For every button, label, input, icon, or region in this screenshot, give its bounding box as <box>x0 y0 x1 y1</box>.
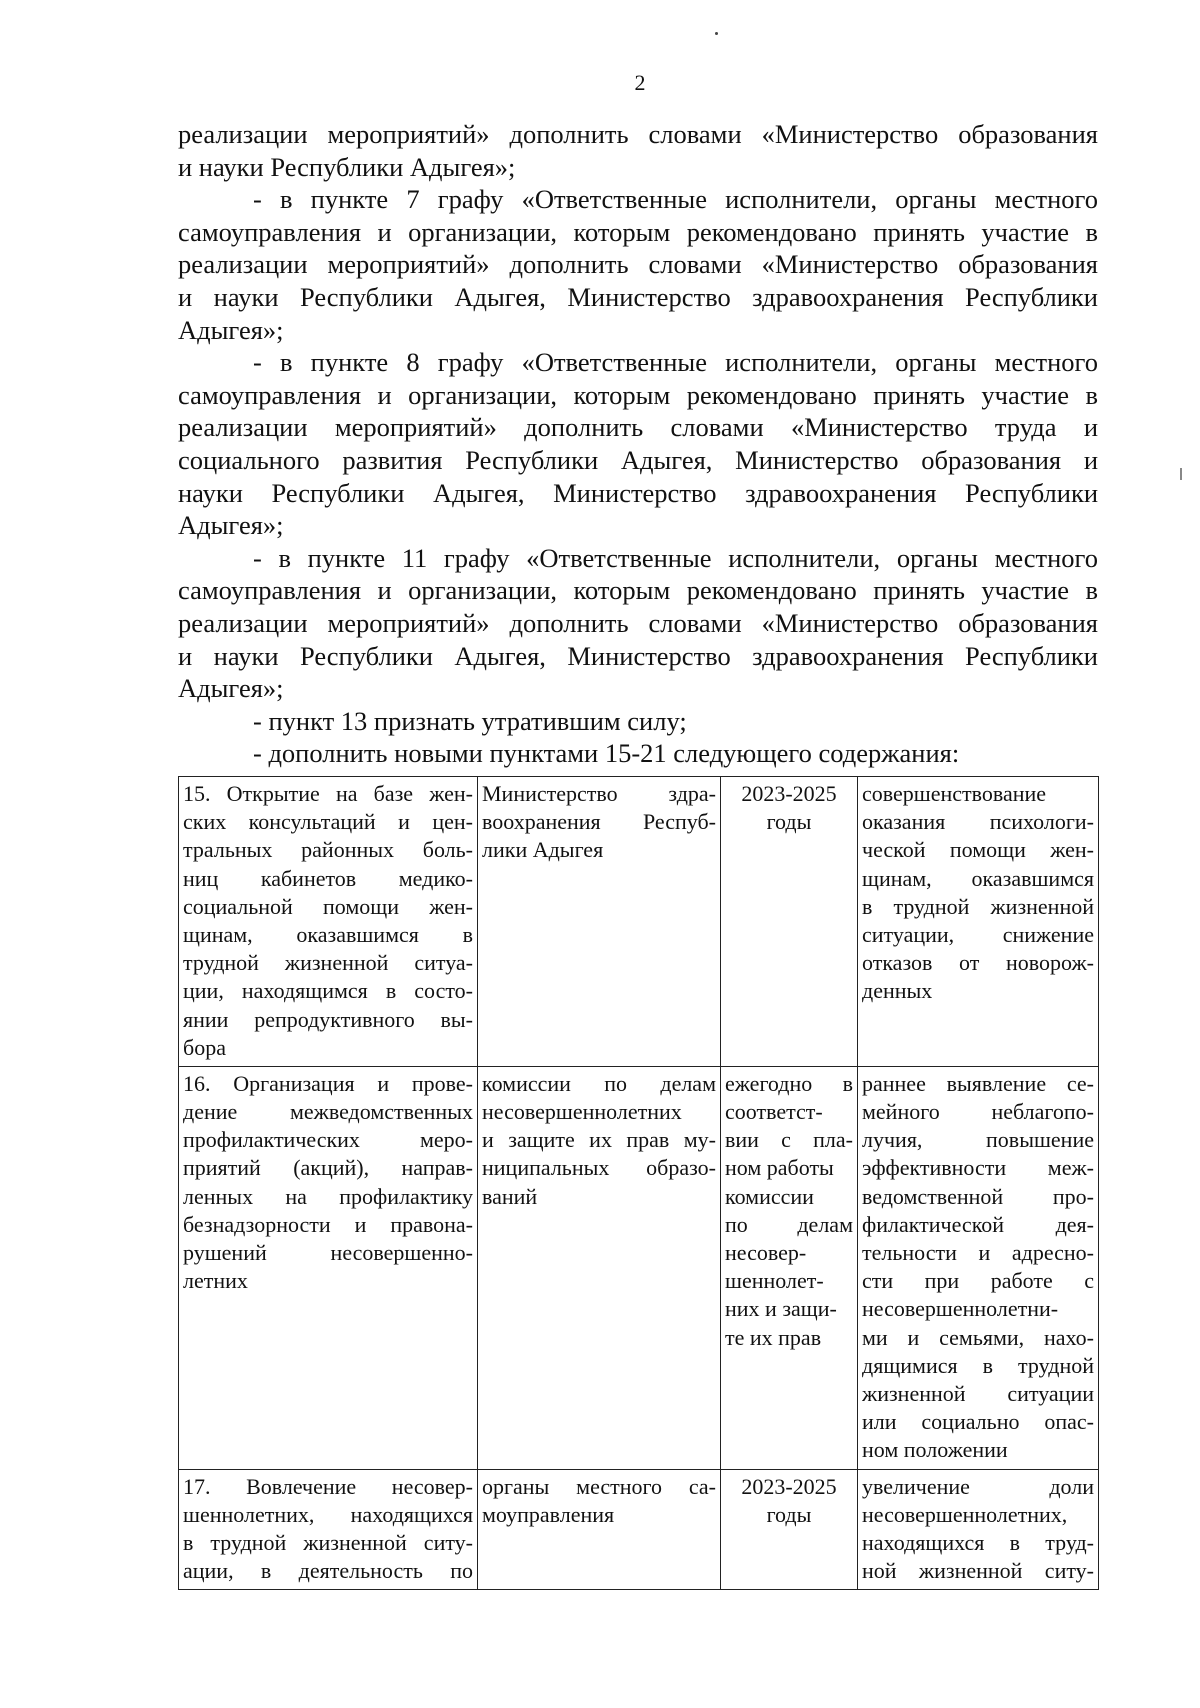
cell-line: 17. Вовлечение несовер- <box>183 1473 473 1499</box>
cell-line: ниц кабинетов медико- <box>183 865 473 891</box>
measure-cell <box>179 777 478 1067</box>
cell-line: несовер- <box>725 1240 807 1265</box>
result-cell <box>858 777 1099 1067</box>
cell-line: щинам, оказавшимся в <box>183 921 473 947</box>
cell-line: комиссии по делам <box>482 1070 716 1096</box>
cell-line: несовершеннолетних <box>482 1099 682 1125</box>
cell-line: годы <box>766 809 812 835</box>
cell-line: безнадзорности и правона- <box>183 1211 473 1237</box>
cell-line: находящихся в труд- <box>862 1529 1094 1555</box>
cell-line: ежегодно в <box>725 1070 853 1096</box>
scan-dot <box>715 32 718 35</box>
cell-line: профилактических меро- <box>183 1127 473 1153</box>
cell-line: раннее выявление се- <box>862 1070 1094 1096</box>
cell-line: летних <box>183 1268 248 1294</box>
cell-line: ной жизненной ситу- <box>862 1558 1094 1584</box>
cell-line: бора <box>183 1034 226 1060</box>
cell-line: приятий (акций), направ- <box>183 1155 473 1181</box>
cell-line: совершенствование <box>862 781 1047 806</box>
cell-line: жизненной ситуации <box>862 1380 1094 1406</box>
cell-line: соответст- <box>725 1099 823 1125</box>
cell-line: комиссии <box>725 1183 814 1209</box>
table-row <box>179 1469 1099 1590</box>
cell-line: моуправления <box>482 1501 615 1527</box>
cell-line: ленных на профилактику <box>183 1183 473 1209</box>
executor-cell <box>478 777 721 1067</box>
cell-line: ваний <box>482 1183 538 1209</box>
cell-line: годы <box>766 1501 812 1527</box>
body-text <box>178 118 1098 770</box>
cell-line: и защите их прав му- <box>482 1127 716 1153</box>
margin-mark <box>1180 468 1182 480</box>
paragraph-line: - в пункте 8 графу «Ответственные исполнители, органы местного <box>253 347 1098 378</box>
cell-line: в трудной жизненной ситу- <box>183 1529 473 1555</box>
term-cell <box>721 1066 858 1469</box>
cell-line: те их прав <box>725 1324 822 1350</box>
executor-cell <box>478 1066 721 1469</box>
cell-line: ном работы <box>725 1155 834 1181</box>
cell-line: 16. Организация и прове- <box>183 1070 473 1096</box>
cell-line: дящимися в трудной <box>862 1352 1094 1378</box>
cell-line: отказов от новорож- <box>862 950 1094 976</box>
cell-line: ниципальных образо- <box>482 1155 716 1181</box>
executor-cell <box>478 1469 721 1590</box>
measure-cell <box>179 1066 478 1469</box>
cell-line: вии с пла- <box>725 1127 853 1153</box>
cell-line: ведомственной про- <box>862 1183 1094 1209</box>
paragraph-line: - в пункте 7 графу «Ответственные исполнители, органы местного <box>253 184 1098 215</box>
cell-line: ми и семьями, нахо- <box>862 1324 1094 1350</box>
cell-line: несовершеннолетних, <box>862 1501 1068 1527</box>
cell-line: несовершеннолетни- <box>862 1296 1059 1322</box>
cell-line: социальной помощи жен- <box>183 893 473 919</box>
measures-table <box>178 776 1099 1590</box>
paragraph-line: реализации мероприятий» дополнить словами «Министерство труда и <box>178 412 1098 443</box>
cell-line: шеннолетних, находящихся <box>183 1501 473 1527</box>
cell-line: по делам <box>725 1211 853 1237</box>
cell-line: рушений несовершенно- <box>183 1240 473 1265</box>
paragraph-line: - дополнить новыми пунктами 15-21 следующего содержания: <box>253 738 960 769</box>
cell-line: органы местного са- <box>482 1473 716 1499</box>
cell-line: щинам, оказавшимся <box>862 865 1094 891</box>
paragraph-line: - в пункте 11 графу «Ответственные исполнители, органы местного <box>253 542 1098 573</box>
cell-line: увеличение доли <box>862 1473 1094 1499</box>
cell-line: трудной жизненной ситуа- <box>183 950 473 976</box>
cell-line: 15. Открытие на базе жен- <box>183 781 473 806</box>
cell-line: 2023-2025 <box>741 781 837 806</box>
paragraph-line: науки Республики Адыгея, Министерство здравоохранения Республики <box>178 477 1098 508</box>
cell-line: тральных районных боль- <box>183 837 473 863</box>
cell-line: дение межведомственных <box>183 1099 473 1125</box>
cell-line: оказания психологи- <box>862 809 1094 835</box>
cell-line: 2023-2025 <box>741 1473 837 1499</box>
cell-line: ции, находящимся в состо- <box>183 978 473 1004</box>
paragraph-line: реализации мероприятий» дополнить словами «Министерство образования <box>178 249 1098 280</box>
paragraph-line: социального развития Республики Адыгея, Министерство образования и <box>178 444 1098 475</box>
cell-line: ном положении <box>862 1437 1008 1463</box>
paragraph-line: реализации мероприятий» дополнить словами «Министерство образования <box>178 607 1098 638</box>
cell-line: эффективности меж- <box>862 1155 1094 1181</box>
cell-line: воохранения Респуб- <box>482 809 716 835</box>
paragraph-line: и науки Республики Адыгея»; <box>178 151 516 182</box>
cell-line: Министерство здра- <box>482 781 716 806</box>
cell-line: ситуации, снижение <box>862 921 1094 947</box>
paragraph-line: реализации мероприятий» дополнить словами «Министерство образования <box>178 119 1098 149</box>
term-cell <box>721 777 858 1067</box>
result-cell <box>858 1469 1099 1590</box>
cell-line: или социально опас- <box>862 1409 1094 1435</box>
result-cell <box>858 1066 1099 1469</box>
cell-line: филактической дея- <box>862 1211 1094 1237</box>
paragraph-line: самоуправления и организации, которым рекомендовано принять участие в <box>178 575 1098 606</box>
paragraph-line: Адыгея»; <box>178 673 284 704</box>
cell-line: ации, в деятельность по <box>183 1558 473 1584</box>
cell-line: ческой помощи жен- <box>862 837 1094 863</box>
paragraph-line: - пункт 13 признать утратившим силу; <box>253 705 687 736</box>
measure-cell <box>179 1469 478 1590</box>
paragraph-line: и науки Республики Адыгея, Министерство здравоохранения Республики <box>178 281 1098 312</box>
cell-line: мейного неблагопо- <box>862 1099 1094 1125</box>
cell-line: янии репродуктивного вы- <box>183 1006 473 1032</box>
paragraph-line: самоуправления и организации, которым рекомендовано принять участие в <box>178 379 1098 410</box>
cell-line: сти при работе с <box>862 1268 1094 1294</box>
page-number: 2 <box>634 70 646 95</box>
term-cell <box>721 1469 858 1590</box>
paragraph-line: самоуправления и организации, которым рекомендовано принять участие в <box>178 216 1098 247</box>
cell-line: них и защи- <box>725 1296 837 1322</box>
paragraph-line: и науки Республики Адыгея, Министерство здравоохранения Республики <box>178 640 1098 671</box>
cell-line: лики Адыгея <box>482 837 604 863</box>
cell-line: ских консультаций и цен- <box>183 809 473 835</box>
cell-line: тельности и адресно- <box>862 1240 1094 1265</box>
cell-line: в трудной жизненной <box>862 893 1094 919</box>
table-row <box>179 1066 1099 1469</box>
paragraph-line: Адыгея»; <box>178 314 284 345</box>
cell-line: шеннолет- <box>725 1268 824 1294</box>
cell-line: лучия, повышение <box>862 1127 1094 1153</box>
table-row <box>179 777 1099 1067</box>
cell-line: денных <box>862 978 933 1004</box>
paragraph-line: Адыгея»; <box>178 510 284 541</box>
